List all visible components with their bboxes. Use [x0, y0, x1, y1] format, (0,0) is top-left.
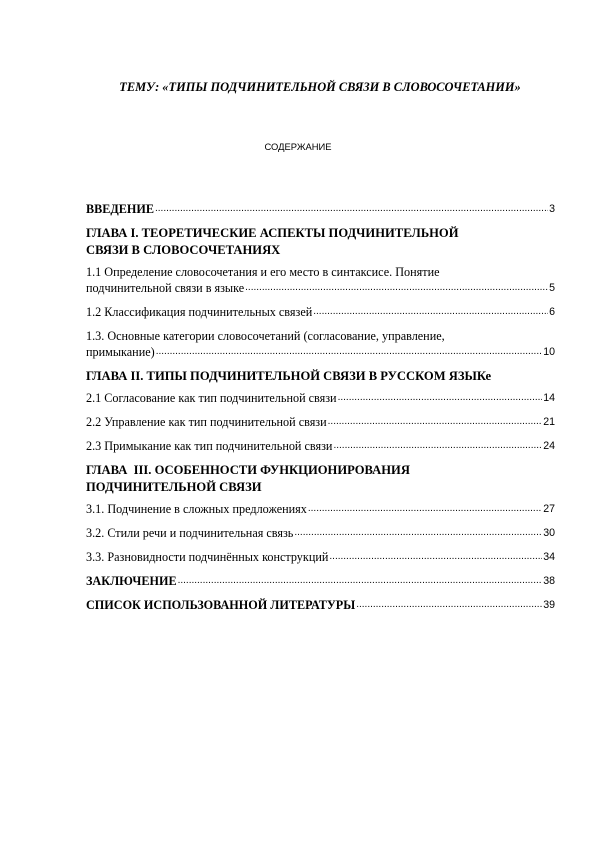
toc-entry-references[interactable]	[86, 597, 555, 613]
table-of-contents	[86, 201, 555, 621]
toc-entry-2-2[interactable]	[86, 414, 555, 430]
toc-entry-label: 2.3 Примыкание как тип подчинительной связи	[86, 439, 333, 453]
toc-page-number: 6	[549, 306, 555, 318]
toc-chapter-line: ГЛАВА II. ТИПЫ ПОДЧИНИТЕЛЬНОЙ СВЯЗИ В РУССКОМ ЯЗЫКе	[86, 369, 492, 383]
dot-leader	[308, 501, 542, 517]
dot-leader	[333, 438, 542, 454]
dot-leader	[338, 390, 543, 406]
dot-leader	[313, 304, 548, 320]
dot-leader	[245, 280, 548, 296]
dot-leader	[329, 549, 542, 565]
toc-entry-introduction[interactable]	[86, 201, 555, 217]
toc-entry-3-3[interactable]	[86, 549, 555, 565]
dot-leader	[294, 525, 542, 541]
toc-page-number: 34	[543, 551, 555, 563]
toc-page-number: 30	[543, 527, 555, 539]
toc-page-number: 10	[543, 346, 555, 358]
toc-entry-3-2[interactable]	[86, 525, 555, 541]
toc-entry-1-1[interactable]	[86, 264, 555, 296]
contents-heading: СОДЕРЖАНИЕ	[264, 141, 332, 152]
toc-entry-3-1[interactable]	[86, 501, 555, 517]
toc-entry-label: 2.2 Управление как тип подчинительной связи	[86, 415, 327, 429]
toc-entry-label: ВВЕДЕНИЕ	[86, 202, 154, 216]
toc-entry-label: 2.1 Согласование как тип подчинительной связи	[86, 391, 337, 405]
toc-chapter-line: ПОДЧИНИТЕЛЬНОЙ СВЯЗИ	[86, 480, 262, 494]
toc-entry-label: 1.1 Определение словосочетания и его место в синтаксисе. Понятие	[86, 265, 440, 279]
toc-page-number: 14	[543, 392, 555, 404]
dot-leader	[328, 414, 543, 430]
toc-entry-conclusion[interactable]	[86, 573, 555, 589]
toc-chapter-line: ГЛАВА III. ОСОБЕННОСТИ ФУНКЦИОНИРОВАНИЯ	[86, 463, 410, 477]
toc-entry-label: СПИСОК ИСПОЛЬЗОВАННОЙ ЛИТЕРАТУРЫ	[86, 598, 356, 612]
toc-chapter-1[interactable]	[86, 225, 555, 259]
toc-entry-label: примыкание)	[86, 345, 155, 359]
toc-entry-label: 3.3. Разновидности подчинённых конструкций	[86, 550, 329, 564]
dot-leader	[178, 573, 543, 589]
toc-entry-label: 1.3. Основные категории словосочетаний (согласование, управление,	[86, 329, 445, 343]
toc-entry-1-2[interactable]	[86, 304, 555, 320]
toc-entry-label: подчинительной связи в языке	[86, 281, 245, 295]
toc-entry-label: 3.2. Стили речи и подчинительная связь	[86, 526, 294, 540]
dot-leader	[155, 201, 548, 217]
toc-entry-label: 1.2 Классификация подчинительных связей	[86, 305, 313, 319]
dot-leader	[356, 597, 542, 613]
toc-entry-2-1[interactable]	[86, 390, 555, 406]
toc-page-number: 5	[549, 282, 555, 294]
toc-page-number: 38	[543, 575, 555, 587]
toc-entry-label: 3.1. Подчинение в сложных предложениях	[86, 502, 307, 516]
toc-entry-2-3[interactable]	[86, 438, 555, 454]
toc-chapter-line: СВЯЗИ В СЛОВОСОЧЕТАНИЯХ	[86, 243, 281, 257]
toc-page-number: 24	[543, 440, 555, 452]
toc-page-number: 39	[543, 599, 555, 611]
toc-chapter-line: ГЛАВА I. ТЕОРЕТИЧЕСКИЕ АСПЕКТЫ ПОДЧИНИТЕЛЬНОЙ	[86, 226, 459, 240]
toc-entry-label: ЗАКЛЮЧЕНИЕ	[86, 574, 177, 588]
toc-page-number: 21	[543, 416, 555, 428]
toc-chapter-3[interactable]	[86, 462, 555, 496]
toc-page-number: 3	[549, 203, 555, 215]
document-title: ТЕМУ: «ТИПЫ ПОДЧИНИТЕЛЬНОЙ СВЯЗИ В СЛОВОСОЧЕТАНИИ»	[119, 80, 521, 94]
toc-entry-1-3[interactable]	[86, 328, 555, 360]
dot-leader	[156, 344, 543, 360]
toc-chapter-2[interactable]	[86, 368, 555, 385]
toc-page-number: 27	[543, 503, 555, 515]
